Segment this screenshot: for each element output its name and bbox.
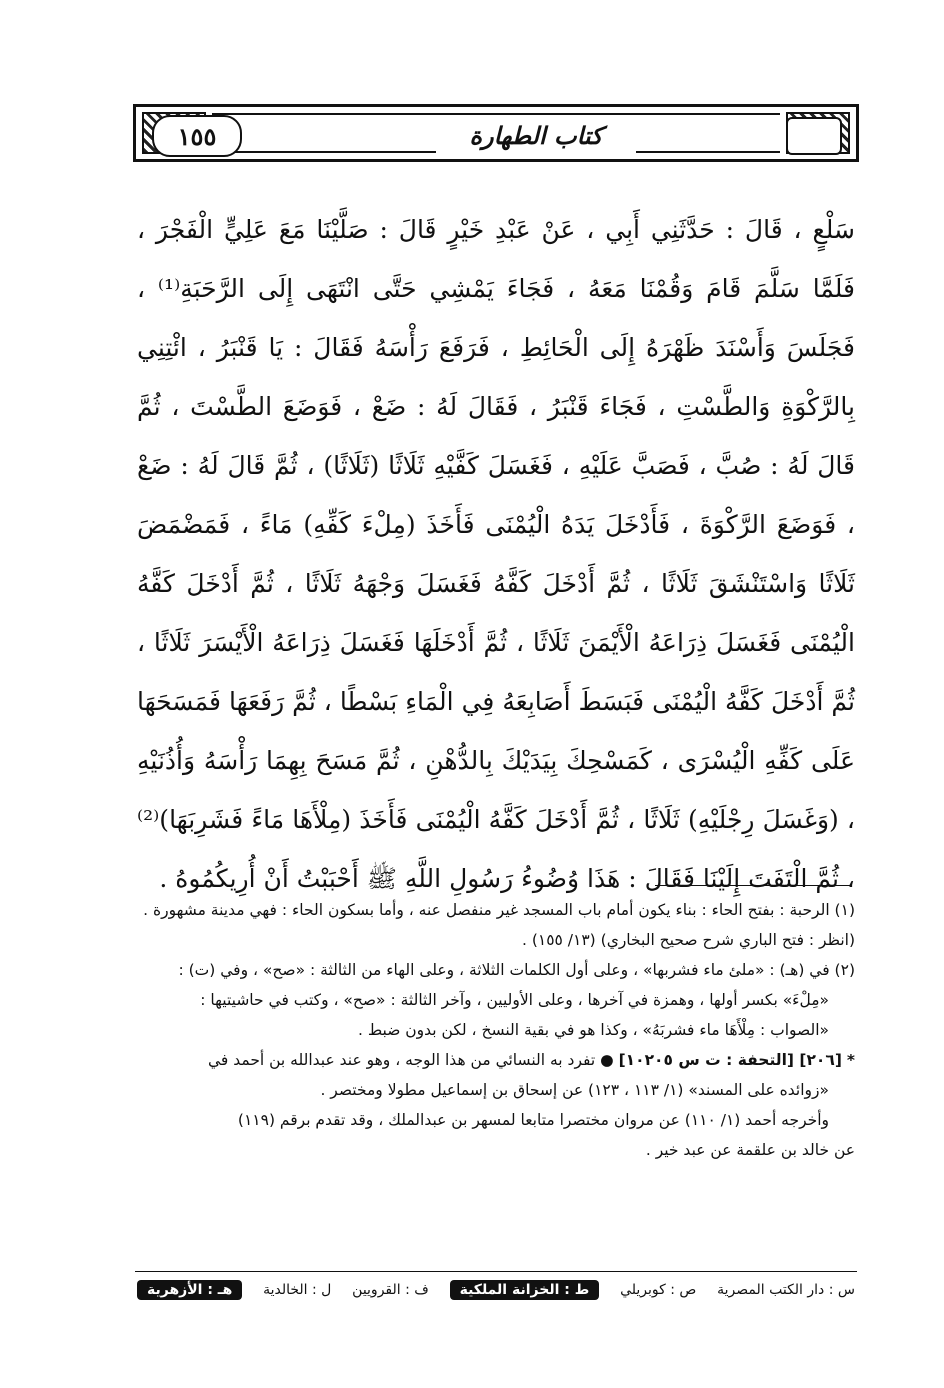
takhrij-text: تفرد به النسائي من هذا الوجه ، وهو عند عبدالله بن أحمد في: [207, 1051, 596, 1069]
page-number: ١٥٥: [152, 115, 242, 157]
book-seal-logo: [786, 117, 842, 155]
footnote-divider: [655, 885, 850, 886]
manuscript-legend: [137, 1276, 855, 1304]
legend-ha: هـ : الأزهرية: [137, 1280, 242, 1300]
chapter-title: كتاب الطهارة: [436, 117, 636, 153]
hadith-paragraph: سَلْعٍ ، قَالَ : حَدَّثَنِي أَبِي ، عَنْ عَبْدِ خَيْرٍ قَالَ : صَلَّيْنَا مَعَ عَلِيٍّ الْفَجْرَ ، فَلَمَّا سَلَّمَ قَامَ وَقُمْنَا مَعَهُ ، فَجَاءَ يَمْشِي حَتَّى انْتَهَى إِلَى الرَّحَبَةِ⁽¹⁾ ، فَجَلَسَ وَأَسْنَدَ ظَهْرَهُ إِلَى الْحَائِطِ ، فَرَفَعَ رَأْسَهُ فَقَالَ : يَا قَنْبَرُ ، ائْتِنِي بِالرَّكْوَةِ وَالطَّسْتِ ، فَجَاءَ قَنْبَرُ ، فَقَالَ لَهُ : ضَعْ ، فَوَضَعَ الطَّسْتَ ، ثُمَّ قَالَ لَهُ : صُبَّ ، فَصَبَّ عَلَيْهِ ، فَغَسَلَ كَفَّيْهِ ثَلَاثًا (ثَلَاثًا) ، ثُمَّ قَالَ لَهُ : ضَعْ ، فَوَضَعَ الرَّكْوَةَ ، فَأَدْخَلَ يَدَهُ الْيُمْنَى فَأَخَذَ (مِلْءَ كَفِّهِ) مَاءً ، فَمَضْمَضَ ثَلَاثًا وَاسْتَنْشَقَ ثَلَاثًا ، ثُمَّ أَدْخَلَ كَفَّهُ فَغَسَلَ وَجْهَهُ ثَلَاثًا ، ثُمَّ أَدْخَلَ كَفَّهُ الْيُمْنَى فَغَسَلَ ذِرَاعَهُ الْأَيْمَنَ ثَلَاثًا ، ثُمَّ أَدْخَلَهَا فَغَسَلَ ذِرَاعَهُ الْأَيْسَرَ ثَلَاثًا ، ثُمَّ أَدْخَلَ كَفَّهُ الْيُمْنَى فَبَسَطَ أَصَابِعَهُ فِي الْمَاءِ بَسْطًا ، ثُمَّ رَفَعَهَا فَمَسَحَهَا عَلَى كَفِّهِ الْيُسْرَى ، كَمَسْحِكَ بِيَدَيْكَ بِالدُّهْنِ ، ثُمَّ مَسَحَ بِهِمَا رَأْسَهُ وَأُذُنَيْهِ ، (وَغَسَلَ رِجْلَيْهِ) ثَلَاثًا ، ثُمَّ أَدْخَلَ كَفَّهُ الْيُمْنَى فَأَخَذَ (مِلْأَهَا مَاءً فَشَرِبَهَا)⁽²⁾ ، ثُمَّ الْتَفَتَ إِلَيْنَا فَقَالَ : هَذَا وُضُوءُ رَسُولِ اللَّهِ ﷺ أَحْبَبْتُ أَنْ أُرِيكُمُوهُ .: [137, 215, 855, 893]
hadith-text: [137, 200, 855, 908]
bullet-icon: ●: [600, 1051, 614, 1069]
footnote-1: (١) الرحبة : بفتح الحاء : بناء يكون أمام باب المسجد غير منفصل عنه ، وأما بسكون الحاء : فهي مدينة مشهورة . (انظر : فتح الباري شرح صحيح البخاري) (١٣/ ١٥٥) .: [143, 901, 855, 949]
legend-ta: ط : الخزانة الملكية: [450, 1280, 600, 1300]
legend-s: س : دار الكتب المصرية: [717, 1282, 855, 1298]
footnote-2: (٢) في (هـ) : «ملئ ماء فشربها» ، وعلى أول الكلمات الثلاثة ، وعلى الهاء من الثالثة : «صح» ، وفي (ت) :: [178, 961, 855, 979]
footnote-2-cont: «مِلْءَ» بكسر أولها ، وهمزة في آخرها ، وعلى الأوليين ، وآخر الثالثة : «صح» ، وكتب في حاشيتيها :: [200, 991, 829, 1009]
takhrij-reference: [٢٠٦] [التحفة : ت س ١٠٢٠٥]: [618, 1051, 842, 1069]
legend-fa: ف : القرويين: [352, 1282, 429, 1298]
legend-sad: ص : كوبريلي: [620, 1282, 697, 1298]
takhrij-line-3: وأخرجه أحمد (١/ ١١٠) عن مروان مختصرا متابعا لمسهر بن عبدالملك ، وقد تقدم برقم (١١٩): [237, 1111, 829, 1129]
takhrij-line-1: [137, 1045, 855, 1075]
takhrij-line-4: عن خالد بن علقمة عن عبد خير .: [645, 1141, 855, 1159]
footnotes: [137, 895, 855, 1165]
footnote-2-cont: «الصواب : مِلْأَهَا ماء فشربَهُ» ، وكذا هو في بقية النسخ ، لكن بدون ضبط .: [357, 1021, 829, 1039]
page-header: [133, 104, 859, 162]
takhrij-line-2: «زوائده على المسند» (١/ ١١٣ ، ١٢٣) عن إسحاق بن إسماعيل مطولا ومختصر .: [320, 1081, 829, 1099]
legend-divider: [135, 1271, 857, 1272]
asterisk-marker: *: [846, 1051, 855, 1069]
legend-lam: ل : الخالدية: [263, 1282, 332, 1298]
